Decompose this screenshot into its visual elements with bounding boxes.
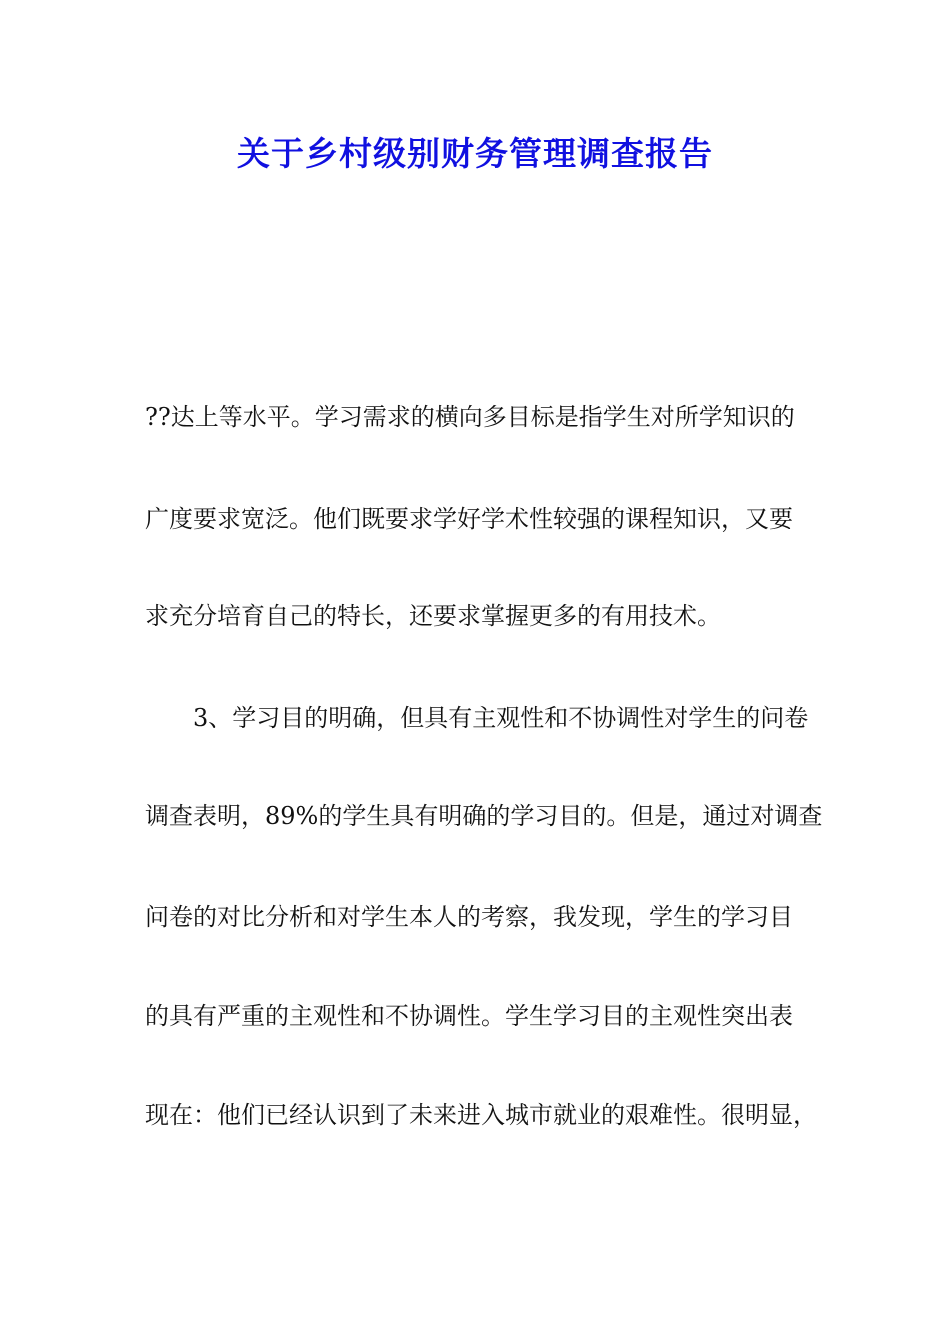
paragraph-line: 调查表明，89%的学生具有明确的学习目的。但是，通过对调查 [145,802,823,830]
paragraph-line: ??达上等水平。学习需求的横向多目标是指学生对所学知识的 [145,403,795,431]
document-title: 关于乡村级别财务管理调查报告 [237,134,713,173]
paragraph-line: 现在：他们已经认识到了未来进入城市就业的艰难性。很明显， [145,1101,817,1129]
paragraph-line: 求充分培育自己的特长，还要求掌握更多的有用技术。 [145,602,721,630]
paragraph-line: 广度要求宽泛。他们既要求学好学术性较强的课程知识，又要 [145,505,793,533]
paragraph-line: 的具有严重的主观性和不协调性。学生学习目的主观性突出表 [145,1002,793,1030]
paragraph-line: 问卷的对比分析和对学生本人的考察，我发现，学生的学习目 [145,903,793,931]
paragraph-line: 3、学习目的明确，但具有主观性和不协调性对学生的问卷 [193,704,809,732]
